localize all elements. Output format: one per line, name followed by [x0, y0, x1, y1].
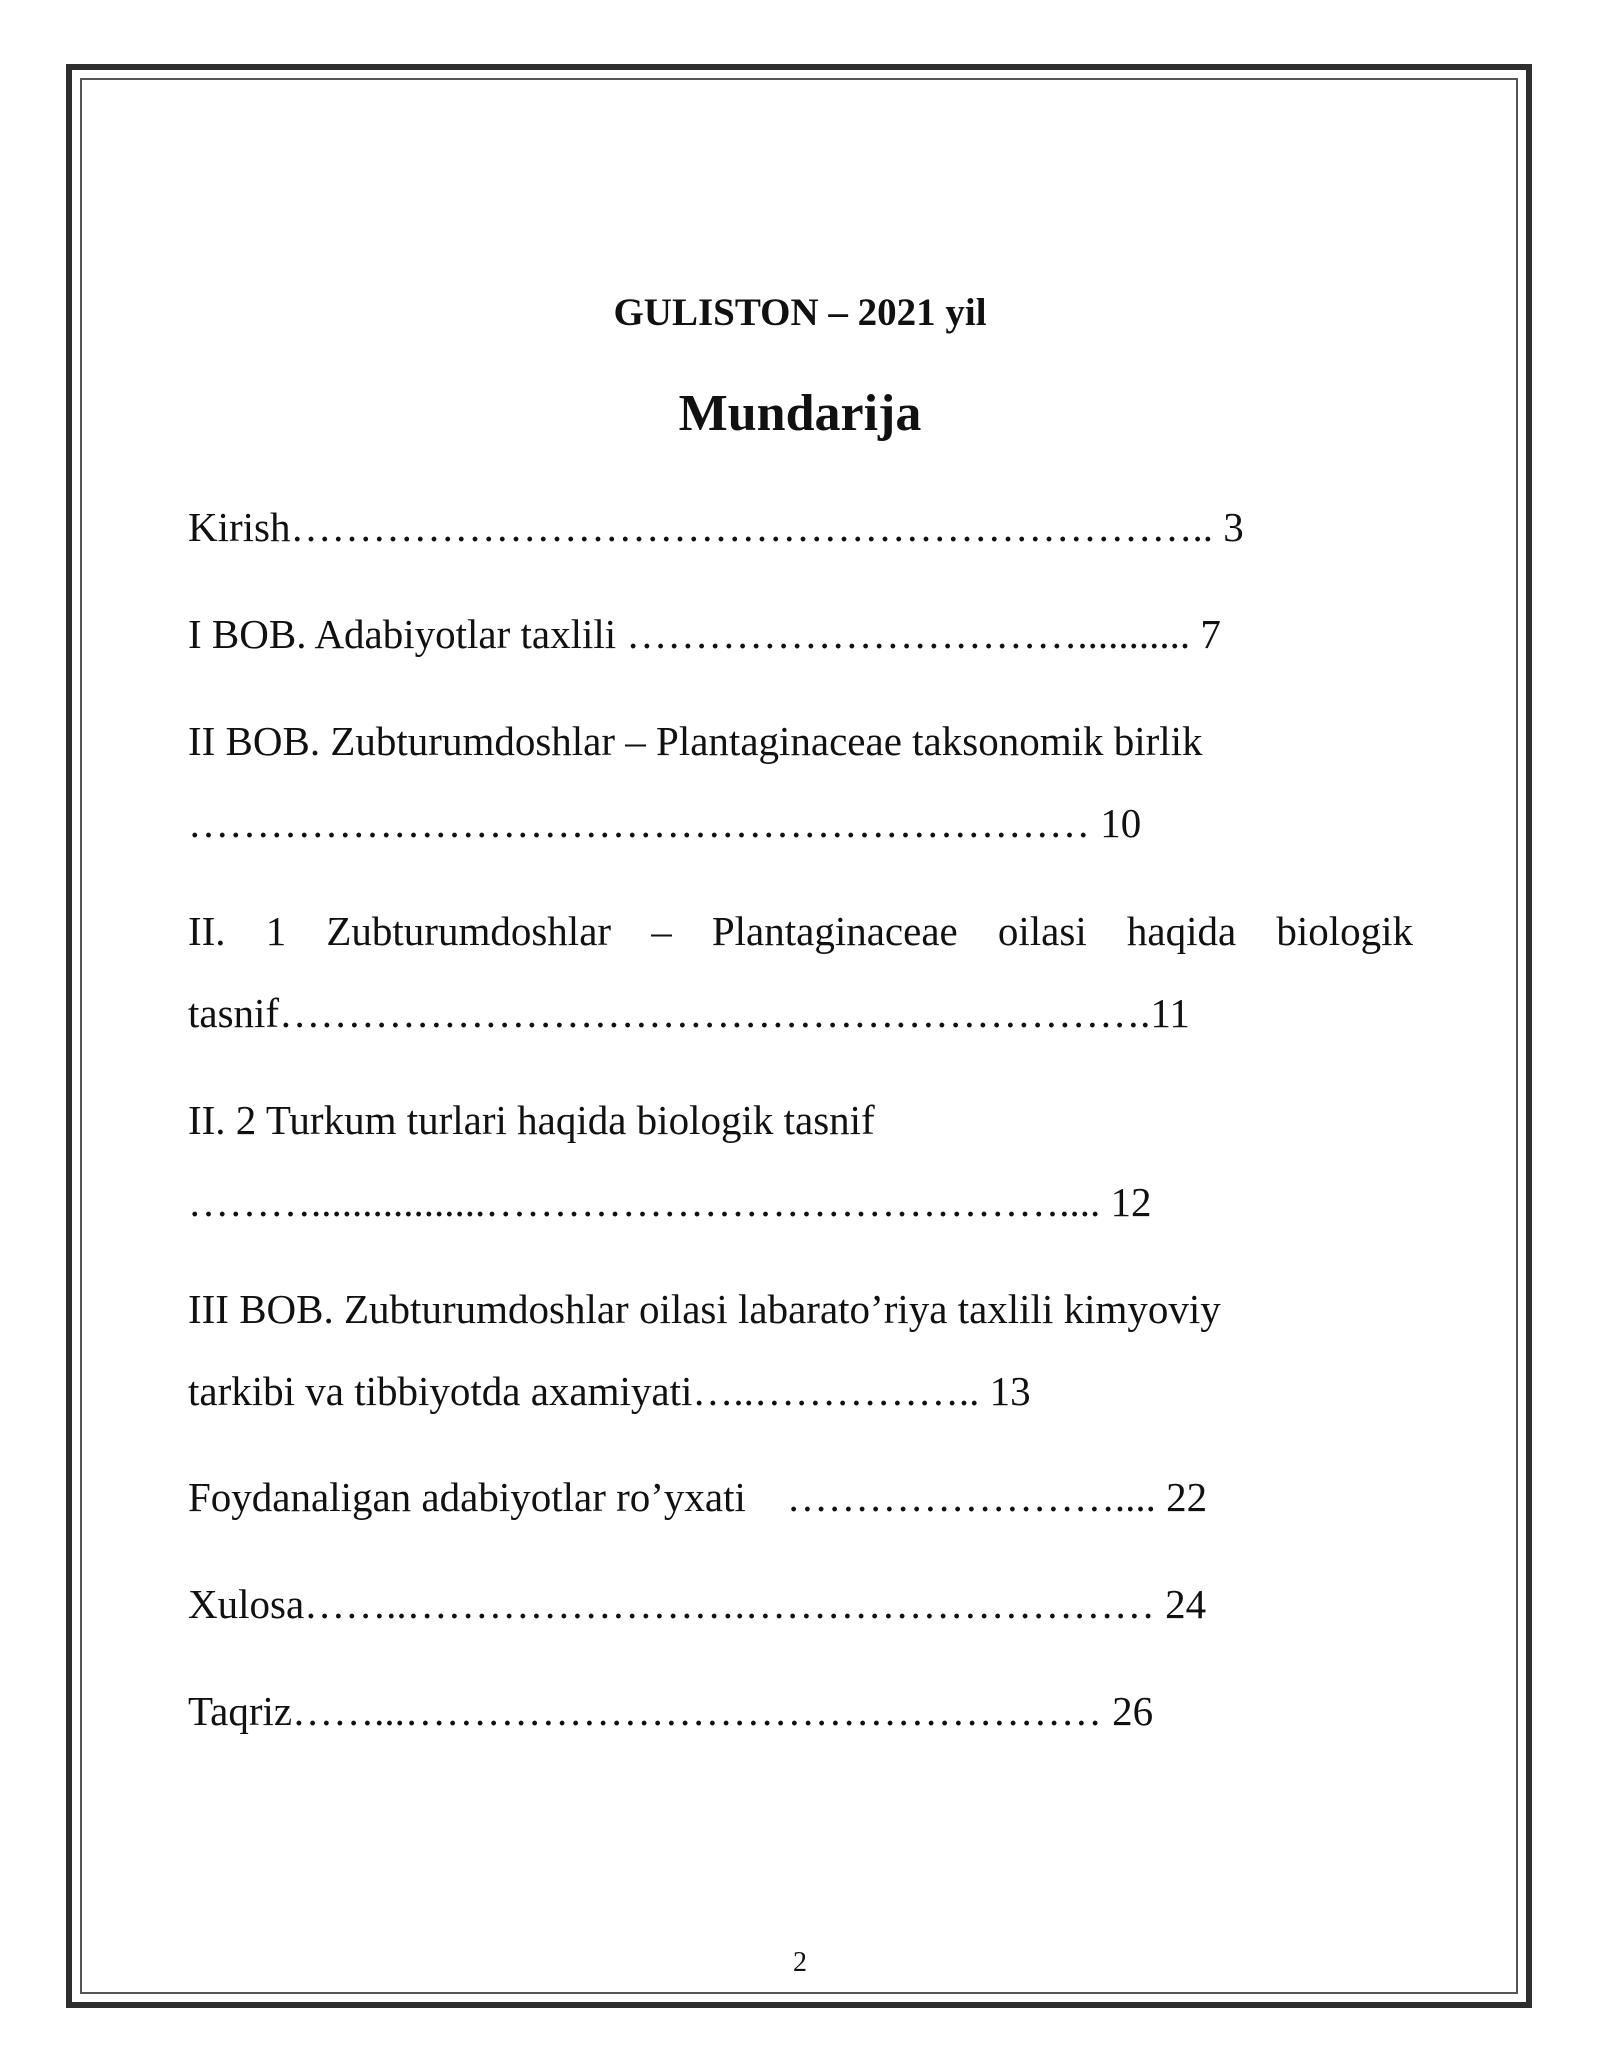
toc-entry-section-2-1: II. 1 Zubturumdoshlar – Plantaginaceae oilasi haqida biologik	[188, 908, 1413, 954]
toc-entry-references: Foydanaligan adabiyotlar ro’yxati …………………….... 22	[188, 1474, 1208, 1520]
toc-entry-kirish: Kirish………………………………………………………….. 3	[188, 504, 1244, 550]
toc-entry-section-2-2: II. 2 Turkum turlari haqida biologik tasnif	[188, 1097, 875, 1143]
page-number: 2	[793, 1947, 807, 1978]
toc-entry-bob-3: III BOB. Zubturumdoshlar oilasi labarato’riya taxlili kimyoviy	[188, 1286, 1221, 1332]
toc-entry-taqriz: Taqriz……...…………………………………………… 26	[188, 1688, 1154, 1734]
toc-entry-section-2-2-leader: ……….................…………………………………….... 12	[188, 1179, 1152, 1225]
toc-entry-xulosa: Xulosa……..…………………….………………………… 24	[188, 1581, 1207, 1627]
toc-title: Mundarija	[678, 385, 922, 442]
toc-entry-bob-3-cont: tarkibi va tibbiyotda axamiyati…..…………….. 13	[188, 1368, 1031, 1414]
toc-entry-section-2-1-cont: tasnif……………………………………………………….11	[188, 990, 1190, 1036]
city-year: GULISTON – 2021 yil	[613, 291, 987, 334]
toc-entry-bob-2: II BOB. Zubturumdoshlar – Plantaginaceae taksonomik birlik	[188, 718, 1203, 764]
toc-entry-bob-1: I BOB. Adabiyotlar taxlili ……………………………........... 7	[188, 611, 1221, 657]
toc-entry-bob-2-leader: ………………………………………………………… 10	[188, 800, 1142, 846]
